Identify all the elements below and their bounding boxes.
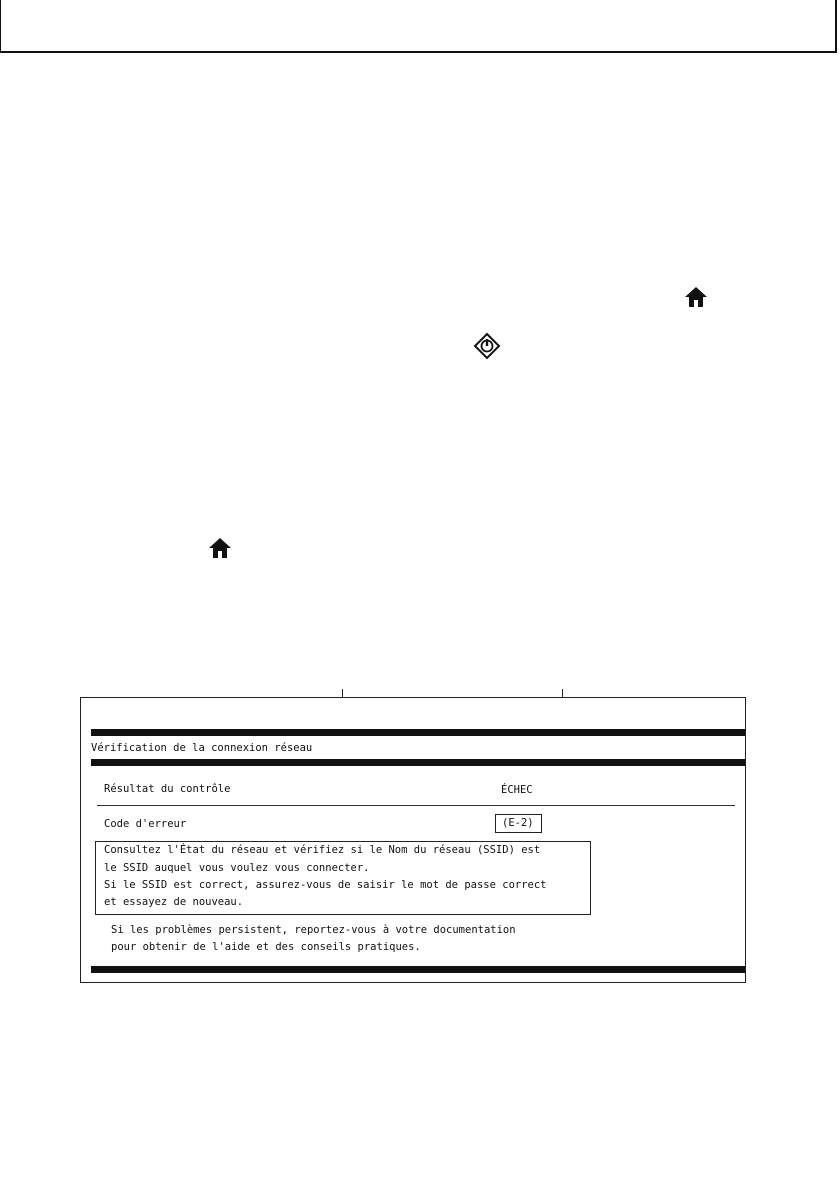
footer-line: Si les problèmes persistent, reportez-vous à votre documentation <box>111 924 516 936</box>
network-check-report <box>80 697 746 983</box>
report-top-bar <box>91 729 745 736</box>
report-title: Vérification de la connexion réseau <box>91 742 313 754</box>
start-icon <box>473 332 501 360</box>
help-message-box <box>95 841 591 915</box>
result-divider <box>97 805 735 806</box>
footer-line: pour obtenir de l'aide et des conseils pratiques. <box>111 941 421 953</box>
error-code-label: Code d'erreur <box>104 818 187 830</box>
top-rule <box>0 0 840 60</box>
help-line: le SSID auquel vous voulez vous connecter. <box>104 862 370 874</box>
report-divider-bar <box>91 759 745 766</box>
help-line: Si le SSID est correct, assurez-vous de saisir le mot de passe correct <box>104 879 547 891</box>
error-code-value: (E-2) <box>502 817 534 829</box>
report-bottom-bar <box>91 966 745 973</box>
result-value: ÉCHEC <box>501 784 533 796</box>
help-line: et essayez de nouveau. <box>104 896 244 908</box>
home-icon <box>684 286 708 308</box>
home-icon <box>208 537 232 559</box>
help-line: Consultez l'État du réseau et vérifiez si le Nom du réseau (SSID) est <box>104 844 541 856</box>
result-label: Résultat du contrôle <box>104 783 231 795</box>
